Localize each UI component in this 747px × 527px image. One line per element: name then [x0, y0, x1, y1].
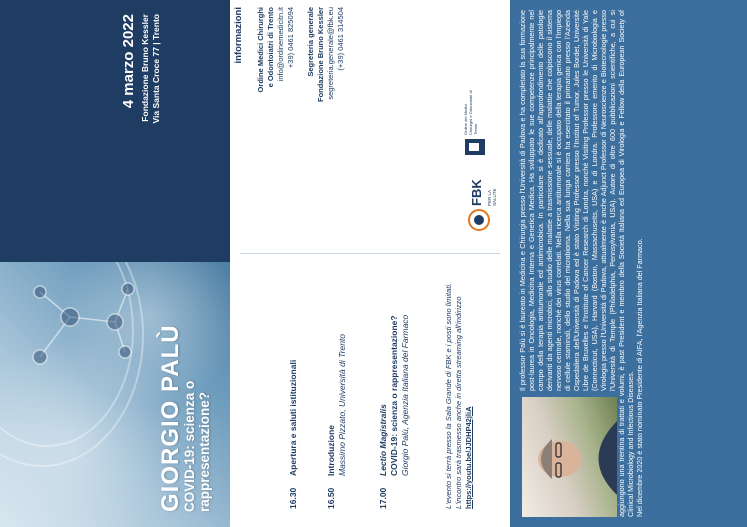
contact-org-line: Fondazione Bruno Kessler [316, 7, 325, 103]
column-divider [240, 253, 500, 254]
venue-address: Via Santa Croce 77 | Trento [151, 14, 161, 124]
program-title: Lectio Magistralis [378, 404, 388, 476]
lecture-subtitle: COVID-19: scienza o rappresentazione? [182, 380, 212, 512]
contact-email[interactable]: info@ordinemedicitn.it [276, 7, 285, 82]
bio-text [518, 10, 644, 517]
contact-block-order [256, 7, 296, 92]
fbk-logo-text: FBK [469, 179, 484, 206]
contact-org-line: e Odontoiatri di Trento [266, 7, 275, 88]
fbk-logo-tag: PER LA SALUTE [487, 188, 497, 206]
program-subtitle: COVID-19: scienza o rappresentazione? [389, 315, 399, 476]
event-date: 4 marzo 2022 [120, 14, 137, 109]
event-venue [140, 14, 162, 262]
molecule-illustration [20, 277, 140, 377]
program-time: 17.00 [378, 487, 388, 509]
fbk-logo [457, 174, 507, 234]
contacts-section [230, 7, 475, 247]
contact-phone: +39) 0461 825094 [286, 7, 295, 69]
program-title: Introduzione [326, 425, 336, 476]
contact-heading: Segreteria generale [306, 7, 315, 77]
contact-org-line: Ordine Medici Chirurghi [256, 7, 265, 93]
event-info-panel [0, 0, 230, 262]
contact-phone: (+39) 0461 314504 [336, 7, 345, 71]
bio-paragraph: Il professor Palù si è laureato in Medicina e Chirurgia presso l'Università di Padova e ha completato la sua formazione post-laurea in Oncologia, Medicina Interna e Genetica Medica. Ha sviluppato le sue competenze principalmente nel campo della terapia antitumorale ed antimicrobica. In particolare si è dedicato all'approfondimento delle patologie derivanti da agenti microbici, allo studio delle malattie a trasmissione sessuale, delle malattie che colpiscono il sistema nervoso centrale, nonché dei virus correlati. Nella ricerca antitumorale si è occupato della terapia genica con l'impiego di cellule staminali, dello studio del microbioma. Nella sua lunga carriera ha esercitato il primariato presso l'Azienda Ospedaliera dell'Università di Padova ed è stato Visiting Professor presso l'Institut of Tumor, Jules Bordet, Université Libre de Bruxelles e l'Institute of Cancer Research di Londra, nonché Visiting Professor presso le Università di Yale (Connecticut, USA), Harvard (Boston, Massachusetts, USA) e di Londra. Professore emerito di Microbiologia e Virologia presso l'Università di Padova, attualmente è anche Adjunct Professor di Neuroscienze e Biotecnologie presso l'Università di Temple (Philadelphia, Pennsylvania, USA). Autore di oltre 600 pubblicazioni scientifiche, a cui si aggiungono una trentina di trattati e volumi, è past President e membro della Società Italiana ed Europea di Virologia e Fellow della European Society of Clinical Microbiology and Infectious Diseases. [518, 10, 635, 517]
program-speaker: Massimo Pizzato, Università di Trento [337, 333, 347, 476]
program-time: 16.50 [326, 487, 336, 509]
contact-email[interactable]: segreteria.generale@fbk.eu [326, 7, 335, 100]
streaming-link[interactable]: https://youtu.be/JJDHP42jliA [464, 406, 473, 509]
contact-block-fbk [306, 7, 346, 102]
program-time: 16.30 [288, 487, 298, 509]
hero-banner [0, 262, 230, 527]
contacts-heading: informazioni [233, 7, 244, 64]
program-speaker: Giorgio Palù, Agenzia Italiana del Farmaco [400, 314, 410, 476]
program-section [230, 257, 495, 517]
bio-paragraph: Nel dicembre 2020 è stato nominato Presidente di AIFA, l'Agenzia Italiana del Farmaco. [635, 238, 644, 517]
note-line: L'evento si terrà presso la Sala Grande di FBK e i posti sono limitati. [444, 282, 453, 509]
venue-name: Fondazione Bruno Kessler [140, 14, 150, 122]
speaker-bio-section [510, 0, 747, 527]
program-title: Apertura e saluti istituzionali [288, 359, 298, 476]
note-line: L'incontro sarà trasmesso anche in diretta streaming all'indirizzo [454, 296, 463, 509]
attendance-note [444, 262, 474, 509]
speaker-name-title: GIORGIO PALÙ [157, 324, 184, 512]
order-logo [457, 87, 507, 157]
order-caption: Ordine dei Medici Chirurghi e Odontoiatri di Trento [463, 90, 478, 135]
order-crest-icon [463, 137, 487, 157]
